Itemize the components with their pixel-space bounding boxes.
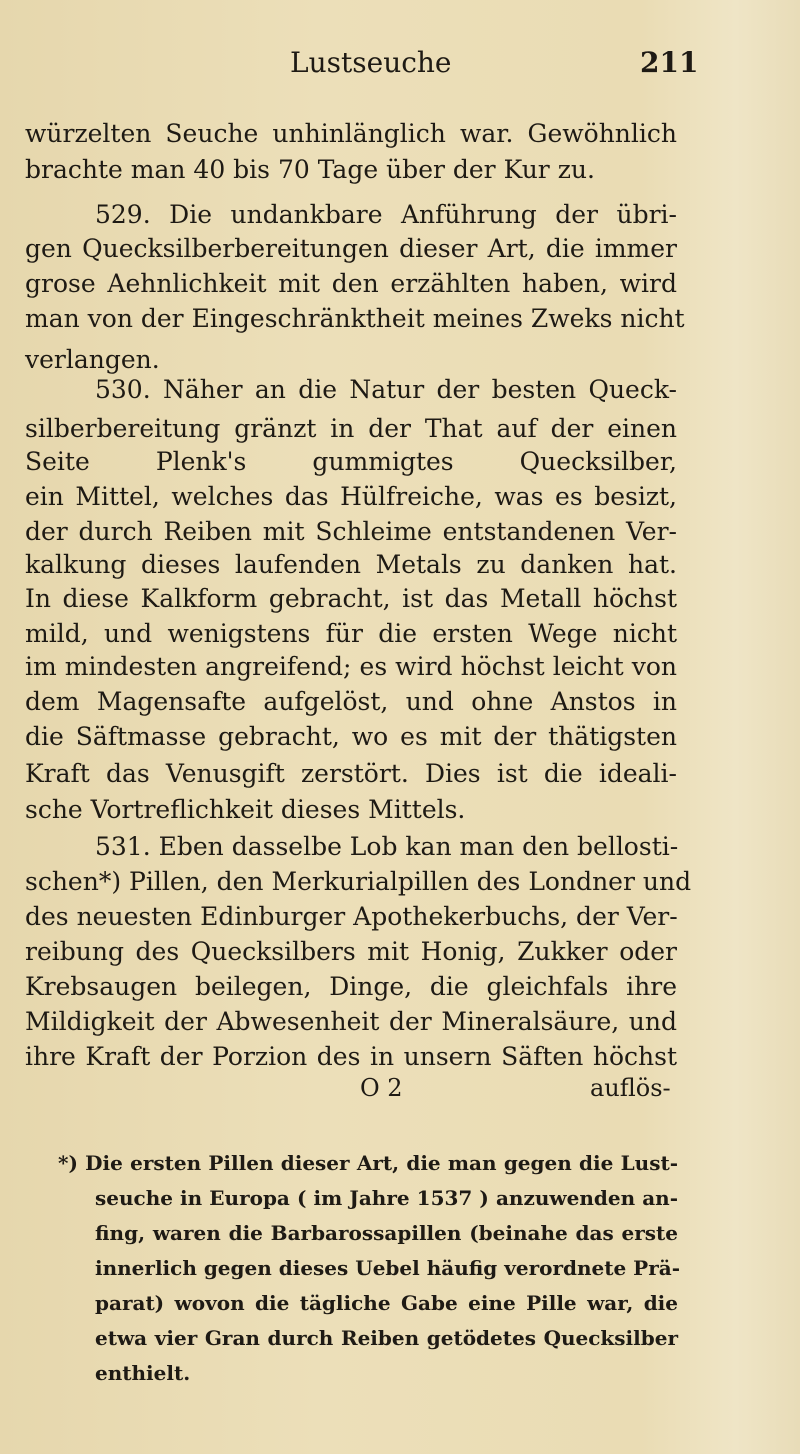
page-number: 211 (640, 46, 699, 79)
text-line: ein Mittel, welches das Hülfreiche, was es besizt, (25, 482, 677, 511)
footnote-line: parat) wovon die tägliche Gabe eine Pille war, die (95, 1291, 678, 1315)
text-line: reibung des Quecksilbers mit Honig, Zukker oder (25, 937, 677, 966)
footnote-line: etwa vier Gran durch Reiben getödetes Quecksilber (95, 1326, 678, 1350)
text-line: sche Vortreflichkeit dieses Mittels. (25, 795, 466, 824)
text-line: im mindesten angreifend; es wird höchst leicht von (25, 652, 677, 681)
footnote-line: fing, waren die Barbarossapillen (beinahe das erste (95, 1221, 678, 1245)
text-line: 530. Näher an die Natur der besten Queck- (95, 375, 677, 404)
footnote-line: innerlich gegen dieses Uebel häufig verordnete Prä- (95, 1256, 680, 1280)
text-line: silberbereitung gränzt in der That auf der einen (25, 414, 677, 443)
text-line: 529. Die undankbare Anführung der übri- (95, 200, 677, 229)
text-line: die Säftmasse gebracht, wo es mit der thätigsten (25, 722, 677, 751)
text-line: der durch Reiben mit Schleime entstandenen Ver- (25, 517, 677, 546)
text-line: brachte man 40 bis 70 Tage über der Kur zu. (25, 155, 595, 184)
footnote-line: enthielt. (95, 1361, 191, 1385)
text-line: würzelten Seuche unhinlänglich war. Gewöhnlich (25, 119, 677, 148)
text-line: ihre Kraft der Porzion des in unsern Säften höchst (25, 1042, 677, 1071)
text-line: Mildigkeit der Abwesenheit der Mineralsäure, und (25, 1007, 677, 1036)
text-line: gen Quecksilberbereitungen dieser Art, die immer (25, 234, 677, 263)
text-line: grose Aehnlichkeit mit den erzählten haben, wird (25, 269, 677, 298)
text-line: mild, und wenigstens für die ersten Wege nicht (25, 619, 677, 648)
text-line: Krebsaugen beilegen, Dinge, die gleichfals ihre (25, 972, 677, 1001)
text-line: 531. Eben dasselbe Lob kan man den bellosti- (95, 832, 679, 861)
signature-mark: O 2 (360, 1074, 403, 1102)
footnote-line: seuche in Europa ( im Jahre 1537 ) anzuwenden an- (95, 1186, 678, 1210)
text-line: In diese Kalkform gebracht, ist das Metall höchst (25, 584, 677, 613)
text-line: Seite Plenk's gummigtes Quecksilber, (25, 447, 677, 476)
text-line: man von der Eingeschränktheit meines Zweks nicht (25, 304, 685, 333)
text-line: dem Magensafte aufgelöst, und ohne Anstos in (25, 687, 677, 716)
running-head-title: Lustseuche (290, 46, 452, 79)
catchword: auflös- (590, 1074, 671, 1102)
text-line: verlangen. (25, 345, 160, 374)
text-line: Kraft das Venusgift zerstört. Dies ist die ideali- (25, 759, 677, 788)
text-line: des neuesten Edinburger Apothekerbuchs, der Ver- (25, 902, 678, 931)
text-line: schen*) Pillen, den Merkurialpillen des Londner und (25, 867, 692, 896)
text-line: kalkung dieses laufenden Metals zu danken hat. (25, 550, 677, 579)
footnote-line: *) Die ersten Pillen dieser Art, die man gegen die Lust- (58, 1151, 678, 1175)
